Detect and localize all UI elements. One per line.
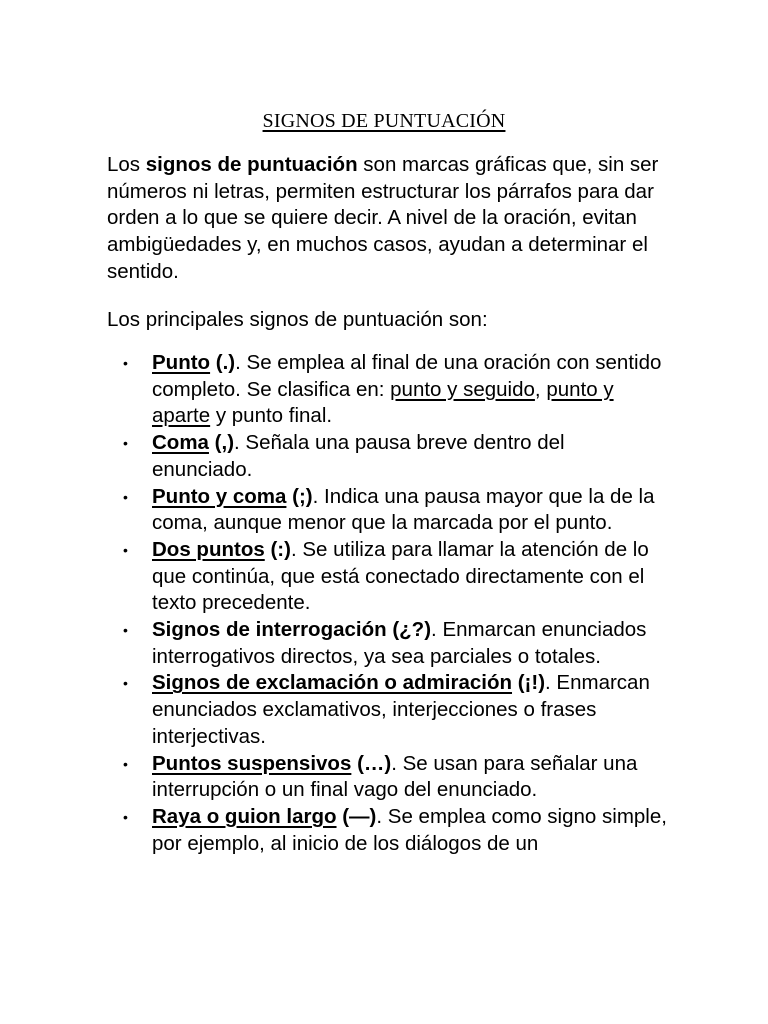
item-text: . Señala una pausa breve dentro del enunciado. [152,431,565,481]
item-text: . Se emplea como signo simple, por ejemplo, al inicio de los diálogos de un [152,804,667,855]
page-title: SIGNOS DE PUNTUACIÓN [262,110,506,132]
bullet-icon: • [123,488,128,505]
list-item-exclamacion [107,670,667,750]
item-text: . Enmarcan enunciados interrogativos directos, ya sea parciales o totales. [152,618,647,668]
intro-bold-term: signos de puntuación [145,153,358,176]
item-symbol: (.) [215,351,236,374]
item-text: . Se utiliza para llamar la atención de lo que continúa, que está conectado directamente con el texto precedente. [152,537,649,615]
item-symbol: (…) [357,751,392,775]
item-text: . Enmarcan enunciados exclamativos, interjecciones o frases interjectivas. [152,671,650,748]
bullet-icon: • [123,435,128,452]
list-item-dos-puntos [107,537,667,617]
intro-rest: son marcas gráficas que, sin ser números ni letras, permiten estructurar los párrafos para dar orden a lo que se quiere decir. A nivel de la oración, evitan ambigüedades y, en muchos casos, ayudan a determinar el sentido. [107,153,659,283]
list-item-raya [107,804,667,857]
item-link-punto-y-seguido: punto y seguido [390,377,535,401]
list-item-punto-y-coma [107,484,667,537]
item-name: Punto y coma [152,484,287,508]
bullet-icon: • [123,675,128,692]
item-name: Signos de interrogación (¿?) [152,618,432,642]
list-intro-paragraph: Los principales signos de puntuación son: [107,308,488,331]
item-name: Signos de exclamación o admiración [152,671,513,695]
item-separator: , [534,377,547,401]
item-symbol: (,) [214,431,235,455]
intro-paragraph [107,152,667,286]
punctuation-list [107,350,667,857]
item-name: Coma [152,431,209,455]
list-item-punto [107,350,667,430]
item-name: Puntos suspensivos [152,751,352,775]
intro-lead: Los [107,153,146,176]
list-item-interrogacion [107,617,667,670]
item-name: Raya o guion largo [152,804,337,828]
item-name: Punto [152,351,211,374]
item-text-end: y punto final. [210,404,333,428]
item-text: . Se emplea al final de una oración con sentido completo. Se clasifica en: [152,351,662,401]
bullet-icon: • [123,808,128,825]
bullet-icon: • [123,622,128,639]
item-link-punto-y-aparte: punto y aparte [152,377,614,428]
bullet-icon: • [123,355,128,371]
item-name: Dos puntos [152,537,265,561]
bullet-icon: • [123,541,128,558]
list-item-coma [107,430,667,483]
item-symbol: (:) [270,537,291,561]
item-symbol: (¡!) [517,671,546,695]
bullet-icon: • [123,755,128,772]
list-item-puntos-suspensivos [107,751,667,804]
item-text: . Indica una pausa mayor que la de la coma, aunque menor que la marcada por el punto. [152,484,655,535]
item-symbol: (;) [292,484,313,508]
item-symbol: (—) [342,804,377,828]
item-text: . Se usan para señalar una interrupción o un final vago del enunciado. [152,751,638,802]
